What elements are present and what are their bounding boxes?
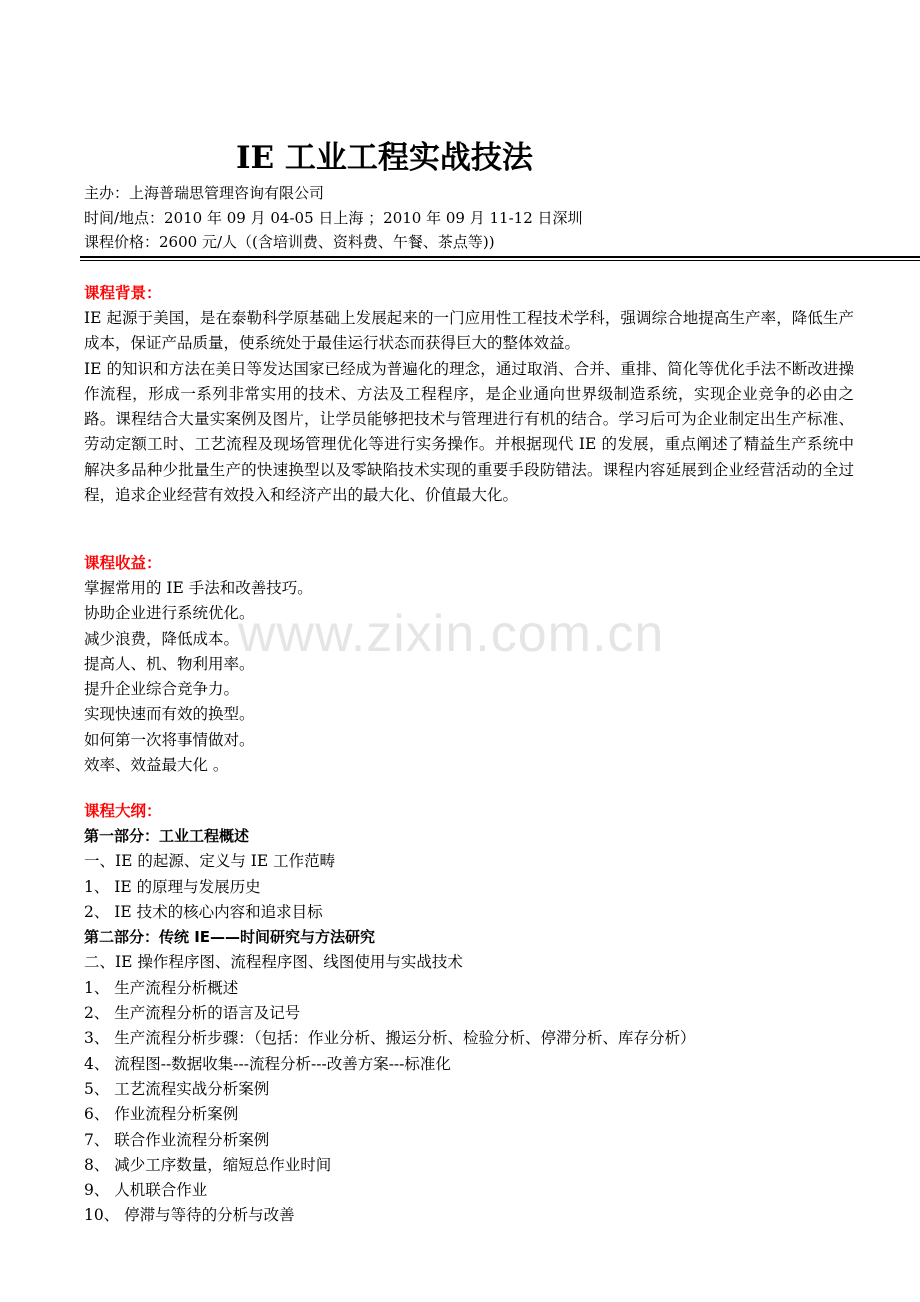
benefit-item: 减少浪费，降低成本。 <box>84 629 240 648</box>
outline-item: 5、 工艺流程实战分析案例 <box>84 1079 270 1098</box>
header-divider-thin <box>80 260 920 261</box>
outline-item: 10、 停滞与等待的分析与改善 <box>84 1206 295 1225</box>
header-divider-thick <box>80 256 920 258</box>
benefit-item: 实现快速而有效的换型。 <box>84 705 255 724</box>
outline-chapter: 二、IE 操作程序图、流程程序图、线图使用与实战技术 <box>84 953 463 972</box>
benefit-item: 提高人、机、物利用率。 <box>84 654 255 673</box>
document-title: IE 工业工程实战技法 <box>236 140 533 176</box>
outline-chapter: 一、IE 的起源、定义与 IE 工作范畴 <box>84 852 336 871</box>
background-paragraph-2: IE 的知识和方法在美日等发达国家已经成为普遍化的理念，通过取消、合并、重排、简化等优化手法不断改进操作流程，形成一系列非常实用的技术、方法及工程程序，是企业通向世界级制造系统，实现企业竞争的必由之路。课程结合大量实案例及图片，让学员能够把技术与管理进行有机的结合。学习后可为企业制定出生产标准、劳动定额工时、工艺流程及现场管理优化等进行实务操作。并根据现代 IE 的发展，重点阐述了精益生产系统中解决多品种少批量生产的快速换型以及零缺陷技术实现的重要手段防错法。课程内容延展到企业经营活动的全过程，追求企业经营有效投入和经济产出的最大化、价值最大化。 <box>84 359 854 505</box>
benefit-item: 如何第一次将事情做对。 <box>84 730 255 749</box>
benefits-section <box>84 550 854 778</box>
outline-item: 1、 生产流程分析概述 <box>84 978 239 997</box>
outline-item: 8、 减少工序数量，缩短总作业时间 <box>84 1155 332 1174</box>
time-place-line: 时间/地点：2010 年 09 月 04-05 日上海 ；2010 年 09 月 11-12 日深圳 <box>84 209 583 227</box>
background-heading: 课程背景： <box>84 284 162 302</box>
outline-part-title: 第二部分：传统 IE——时间研究与方法研究 <box>84 928 376 947</box>
outline-item: 7、 联合作业流程分析案例 <box>84 1130 270 1149</box>
outline-section <box>84 798 854 1229</box>
organizer-line: 主办：上海普瑞思管理咨询有限公司 <box>84 184 325 202</box>
price-line: 课程价格：2600 元/人（(含培训费、资料费、午餐、茶点等)) <box>84 233 495 251</box>
benefits-heading: 课程收益： <box>84 554 162 572</box>
outline-heading: 课程大纲： <box>84 802 162 820</box>
benefit-item: 提升企业综合竞争力。 <box>84 680 240 699</box>
background-section <box>84 280 854 508</box>
outline-item: 1、 IE 的原理与发展历史 <box>84 877 261 896</box>
outline-item: 2、 生产流程分析的语言及记号 <box>84 1004 301 1023</box>
outline-item: 9、 人机联合作业 <box>84 1181 208 1200</box>
outline-part-title: 第一部分：工业工程概述 <box>84 827 250 845</box>
benefit-item: 掌握常用的 IE 手法和改善技巧。 <box>84 579 313 597</box>
outline-item: 2、 IE 技术的核心内容和追求目标 <box>84 902 323 921</box>
outline-item: 6、 作业流程分析案例 <box>84 1105 239 1124</box>
outline-item: 3、 生产流程分析步骤：（包括：作业分析、搬运分析、检验分析、停滞分析、库存分析） <box>84 1029 696 1048</box>
watermark-text: www.zixin.com.cn <box>238 605 665 663</box>
benefit-item: 效率、效益最大化 。 <box>84 756 229 775</box>
outline-item: 4、 流程图--数据收集---流程分析---改善方案---标准化 <box>84 1054 451 1073</box>
background-paragraph-1: IE 起源于美国，是在泰勒科学原基础上发展起来的一门应用性工程技术学科，强调综合地提高生产率，降低生产成本，保证产品质量，使系统处于最佳运行状态而获得巨大的整体效益。 <box>84 309 854 353</box>
benefit-item: 协助企业进行系统优化。 <box>84 604 255 623</box>
